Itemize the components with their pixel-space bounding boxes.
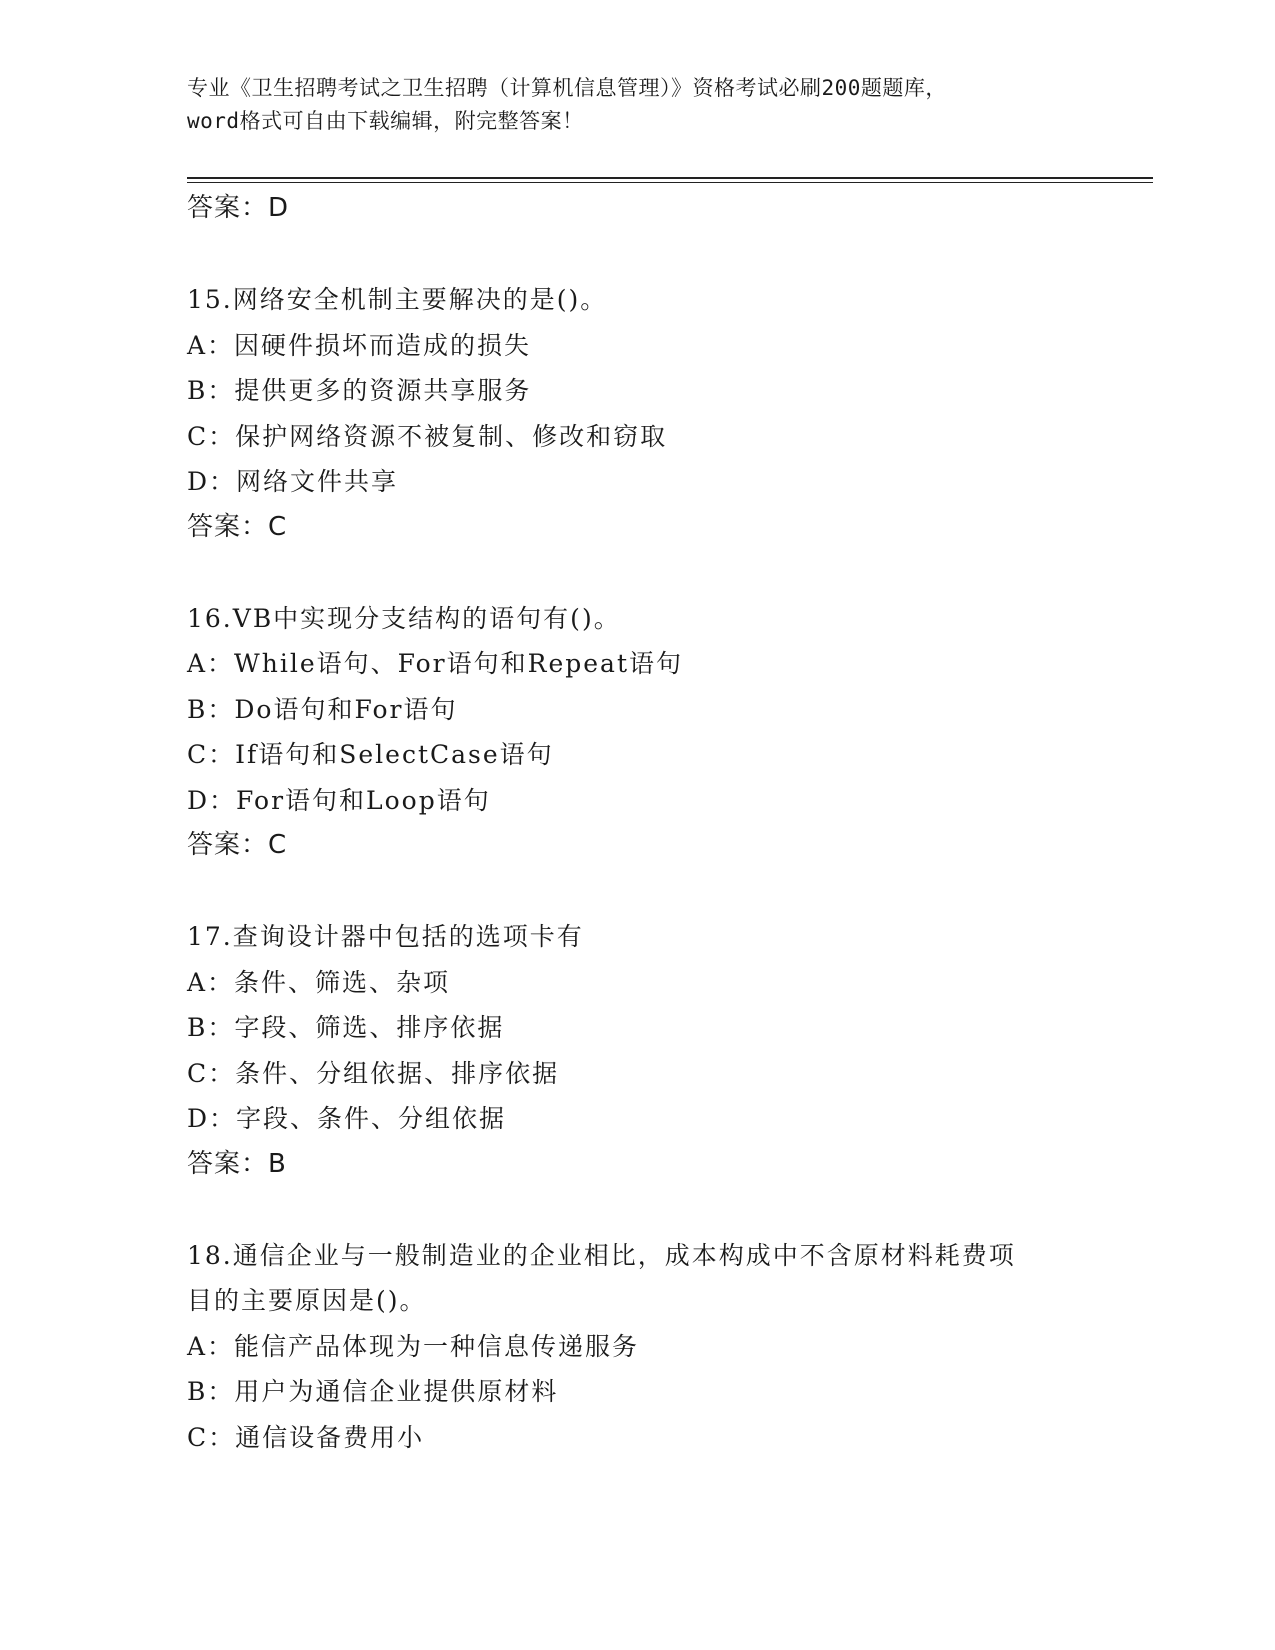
option-c: C：保护网络资源不被复制、修改和窃取 [187,421,668,451]
option-b: B：Do语句和For语句 [187,694,458,724]
option-b: B：提供更多的资源共享服务 [187,376,532,405]
option-c: C：If语句和SelectCase语句 [187,740,554,769]
option-c: C：条件、分组依据、排序依据 [187,1058,560,1088]
question-stem: 17.查询设计器中包括的选项卡有 [187,922,584,951]
spacer [187,1187,1087,1233]
option-a: A：能信产品体现为一种信息传递服务 [187,1331,640,1361]
question-list [187,186,1087,1460]
option-b: B：字段、筛选、排序依据 [187,1013,505,1042]
option-d: D：字段、条件、分组依据 [187,1104,507,1133]
spacer [187,232,1087,278]
page-header [187,72,1067,138]
option-b: B：用户为通信企业提供原材料 [187,1377,559,1406]
spacer [187,550,1087,596]
header-line-1: 专业《卫生招聘考试之卫生招聘（计算机信息管理）》资格考试必刷200题题库， [187,76,947,100]
question-16 [187,596,1087,869]
answer: 答案：C [187,511,288,542]
answer-prev: 答案：D [187,193,290,223]
answer: 答案：C [187,830,288,860]
option-a: A：While语句、For语句和Repeat语句 [187,649,683,678]
question-15 [187,277,1087,550]
question-stem-line-2: 目的主要原因是()。 [187,1286,427,1315]
answer: 答案：B [187,1148,287,1179]
question-stem: 16.VB中实现分支结构的语句有()。 [187,603,621,633]
header-divider [187,177,1153,183]
option-d: D：网络文件共享 [187,467,399,496]
option-d: D：For语句和Loop语句 [187,785,491,815]
spacer [187,869,1087,915]
option-a: A：条件、筛选、杂项 [187,967,451,997]
question-18 [187,1233,1087,1461]
option-a: A：因硬件损坏而造成的损失 [187,330,532,360]
question-stem-line-1: 18.通信企业与一般制造业的企业相比，成本构成中不含原材料耗费项 [187,1240,1016,1270]
question-17 [187,914,1087,1187]
question-stem: 15.网络安全机制主要解决的是()。 [187,285,608,314]
header-line-2: word格式可自由下载编辑，附完整答案！ [187,109,584,133]
option-c: C：通信设备费用小 [187,1422,425,1452]
